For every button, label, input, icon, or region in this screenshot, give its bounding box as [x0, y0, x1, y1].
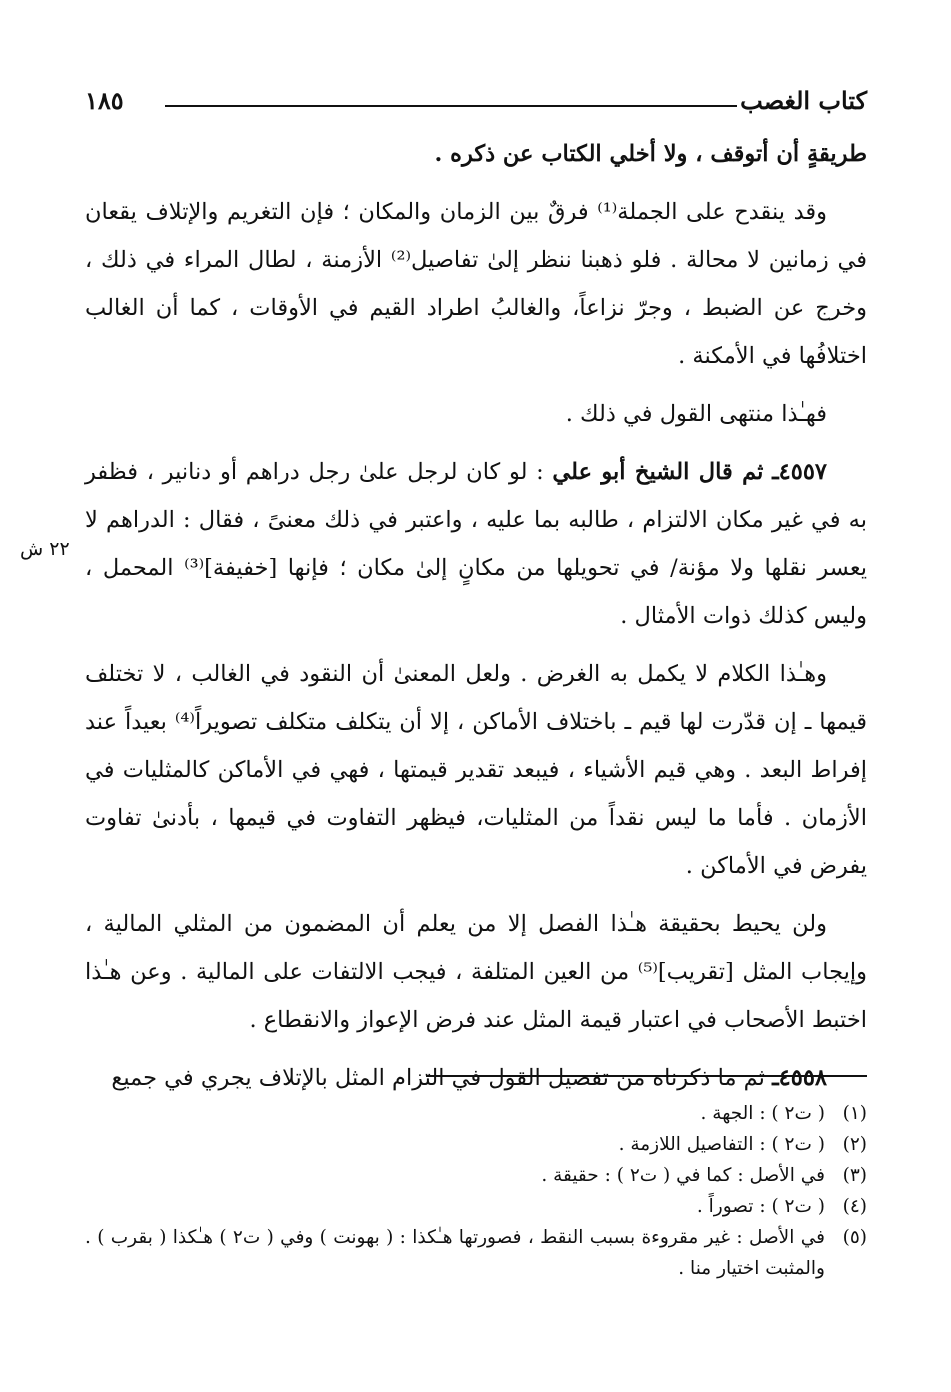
footnote-number: (٢) — [842, 1134, 867, 1155]
page-header — [85, 84, 867, 120]
section-lead: ثم قال الشيخ أبو علي — [552, 459, 764, 485]
paragraph-value: ولن يحيط بحقيقة هـٰذا الفصل إلا من يعلم أن المضمون من المثلي المالية ، وإيجاب المثل [تقريب]⁽⁵⁾ من العين المتلفة ، فيجب الالتفات على المالية . وعن هـٰذا اختبط الأصحاب في اعتبار قيمة المثل عند فرض الإعواز والانقطاع . — [85, 911, 867, 1033]
footnote-item — [85, 1191, 867, 1222]
paragraph-continuation: طريقةٍ أن أتوقف ، ولا أخلي الكتاب عن ذكره . — [434, 141, 867, 167]
footnote-number: (٤) — [842, 1196, 867, 1217]
margin-note: ٢٢ ش — [20, 538, 70, 560]
page-number: ١٨٥ — [85, 86, 124, 115]
section-text: ثم ما ذكرناه من تفصيل القول في التزام المثل بالإتلاف يجري في جميع — [111, 1065, 765, 1091]
chapter-title: كتاب الغصب — [740, 86, 867, 115]
header-rule — [165, 105, 737, 107]
footnote-item — [85, 1129, 867, 1160]
footnotes — [85, 1098, 867, 1284]
paragraph-conclusion: فهـٰذا منتهى القول في ذلك . — [565, 401, 827, 427]
footnote-text: ( ت٢ ) : الجهة . — [700, 1103, 825, 1124]
footnote-number: (٣) — [842, 1165, 867, 1186]
paragraph-currency: وهـٰذا الكلام لا يكمل به الغرض . ولعل المعنىٰ أن النقود في الغالب ، لا تختلف قيمها ـ إن قدّرت لها قيم ـ باختلاف الأماكن ، إلا أن يتكلف متكلف تصويراً⁽⁴⁾ بعيداً عند إفراط البعد . وهي قيم الأشياء ، فيبعد تقدير قيمتها ، فهي في الأماكن كالمثليات في الأزمان . فأما ما ليس نقداً من المثليات، فيظهر التفاوت في قيمها ، بأدنىٰ تفاوت يفرض في الأماكن . — [85, 661, 867, 879]
footnote-text: ( ت٢ ) : التفاصيل اللازمة . — [618, 1134, 825, 1155]
footnote-item — [85, 1098, 867, 1129]
footnote-text: في الأصل : كما في ( ت٢ ) : حقيقة . — [541, 1165, 825, 1186]
section-number: ٤٥٥٧ـ — [772, 459, 827, 485]
footnote-item — [85, 1160, 867, 1191]
footnote-rule — [426, 1075, 867, 1077]
paragraph-4558 — [85, 1054, 867, 1102]
section-number: ٤٥٥٨ـ — [772, 1065, 827, 1091]
footnote-number: (٥) — [842, 1227, 867, 1248]
paragraph-time-place: وقد ينقدح على الجملة⁽¹⁾ فرقٌ بين الزمان والمكان ؛ فإن التغريم والإتلاف يقعان في زمانين لا محالة . فلو ذهبنا ننظر إلىٰ تفاصيل⁽²⁾ الأزمنة ، لطال المراء في ذلك ، وخرج عن الضبط ، وجرّ نزاعاً، والغالبُ اطراد القيم في الأوقات ، كما أن الغالب اختلافُها في الأمكنة . — [85, 199, 867, 369]
footnote-text: في الأصل : غير مقروءة بسبب النقط ، فصورتها هـٰكذا : ( بهونت ) وفي ( ت٢ ) هـٰكذا ( بقرب ) . والمثبت اختيار منا . — [85, 1227, 825, 1279]
section-text: : لو كان لرجل علىٰ رجل دراهم أو دنانير ، فظفر به في غير مكان الالتزام ، طالبه بما عليه ، واعتبر في ذلك معنىً ، فقال : الدراهم لا يعسر نقلها ولا مؤنة/ في تحويلها من مكانٍ إلىٰ مكان ؛ فإنها [خفيفة]⁽³⁾ المحمل ، وليس كذلك ذوات الأمثال . — [85, 459, 867, 629]
paragraph-4557 — [85, 448, 867, 640]
footnote-text: ( ت٢ ) : تصوراً . — [696, 1196, 825, 1217]
footnote-number: (١) — [842, 1103, 867, 1124]
main-text — [85, 130, 867, 1112]
footnote-item — [85, 1222, 867, 1284]
